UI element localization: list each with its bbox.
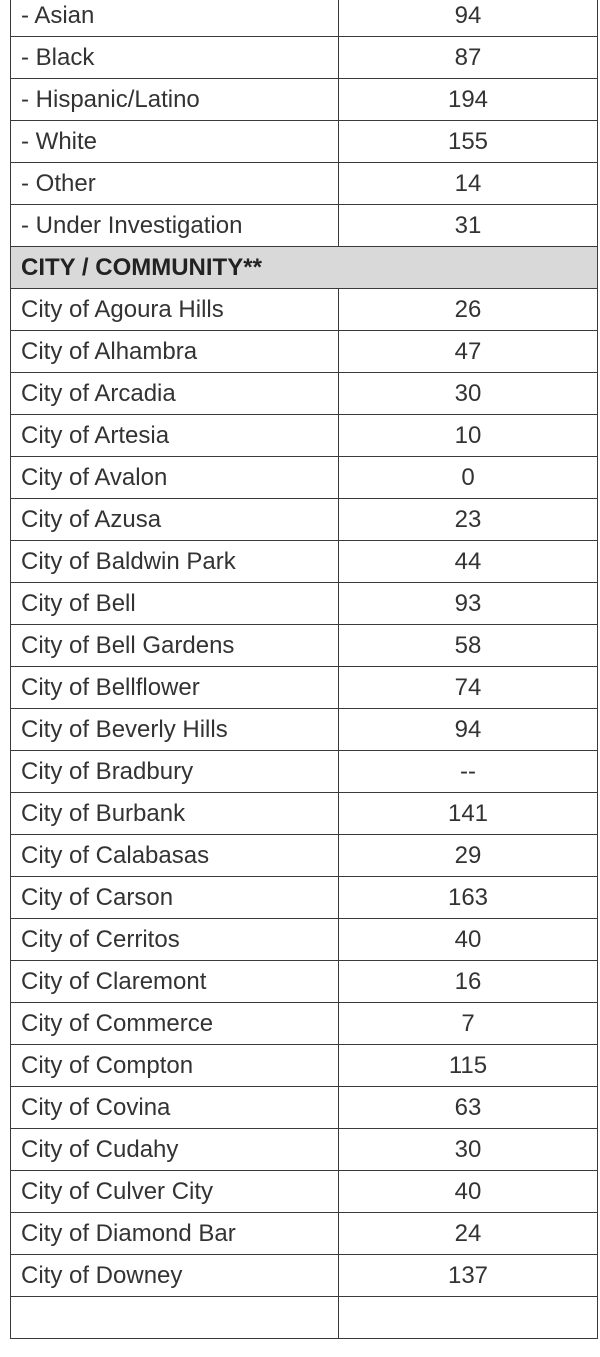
city-name: City of Arcadia <box>11 373 339 415</box>
case-count: 44 <box>339 541 598 583</box>
case-count: 163 <box>339 877 598 919</box>
city-name: City of Bellflower <box>11 667 339 709</box>
table-body <box>11 0 598 1339</box>
case-count: 40 <box>339 1171 598 1213</box>
case-count: 30 <box>339 1129 598 1171</box>
city-row <box>11 457 598 499</box>
city-row <box>11 541 598 583</box>
race-row <box>11 163 598 205</box>
race-row <box>11 37 598 79</box>
race-label: - Asian <box>11 0 339 37</box>
city-name: City of Bradbury <box>11 751 339 793</box>
case-count: -- <box>339 751 598 793</box>
case-count: 10 <box>339 415 598 457</box>
city-row <box>11 919 598 961</box>
city-name: City of Culver City <box>11 1171 339 1213</box>
city-row <box>11 877 598 919</box>
case-count: 31 <box>339 205 598 247</box>
case-count: 0 <box>339 457 598 499</box>
city-name <box>11 1297 339 1339</box>
case-count: 14 <box>339 163 598 205</box>
city-name: City of Cudahy <box>11 1129 339 1171</box>
city-name: City of Calabasas <box>11 835 339 877</box>
city-name: City of Compton <box>11 1045 339 1087</box>
city-name: City of Beverly Hills <box>11 709 339 751</box>
race-row <box>11 79 598 121</box>
city-row <box>11 415 598 457</box>
city-name: City of Downey <box>11 1255 339 1297</box>
city-name: City of Carson <box>11 877 339 919</box>
city-row <box>11 331 598 373</box>
city-name: City of Artesia <box>11 415 339 457</box>
city-name: City of Commerce <box>11 1003 339 1045</box>
city-row <box>11 793 598 835</box>
case-count: 47 <box>339 331 598 373</box>
case-count <box>339 1297 598 1339</box>
city-name: City of Azusa <box>11 499 339 541</box>
case-count: 155 <box>339 121 598 163</box>
case-count: 26 <box>339 289 598 331</box>
case-count: 93 <box>339 583 598 625</box>
city-row <box>11 1045 598 1087</box>
race-label: - Black <box>11 37 339 79</box>
city-name: City of Bell Gardens <box>11 625 339 667</box>
case-count: 16 <box>339 961 598 1003</box>
city-name: City of Baldwin Park <box>11 541 339 583</box>
city-name: City of Bell <box>11 583 339 625</box>
city-name: City of Burbank <box>11 793 339 835</box>
race-row <box>11 205 598 247</box>
case-count: 74 <box>339 667 598 709</box>
city-row <box>11 1297 598 1339</box>
case-count: 63 <box>339 1087 598 1129</box>
race-label: - White <box>11 121 339 163</box>
case-count: 7 <box>339 1003 598 1045</box>
city-row <box>11 751 598 793</box>
case-count: 30 <box>339 373 598 415</box>
case-count: 94 <box>339 709 598 751</box>
case-count: 194 <box>339 79 598 121</box>
city-name: City of Claremont <box>11 961 339 1003</box>
city-name: City of Cerritos <box>11 919 339 961</box>
city-row <box>11 961 598 1003</box>
city-row <box>11 583 598 625</box>
city-row <box>11 1213 598 1255</box>
city-row <box>11 835 598 877</box>
case-count: 23 <box>339 499 598 541</box>
city-name: City of Diamond Bar <box>11 1213 339 1255</box>
city-name: City of Agoura Hills <box>11 289 339 331</box>
city-row <box>11 667 598 709</box>
section-header: CITY / COMMUNITY** <box>11 247 598 289</box>
city-row <box>11 289 598 331</box>
section-header-row <box>11 247 598 289</box>
city-row <box>11 499 598 541</box>
case-count: 58 <box>339 625 598 667</box>
case-count-table <box>10 0 598 1339</box>
case-count-table-container <box>10 0 597 1339</box>
case-count: 29 <box>339 835 598 877</box>
case-count: 141 <box>339 793 598 835</box>
race-label: - Under Investigation <box>11 205 339 247</box>
city-row <box>11 1171 598 1213</box>
case-count: 94 <box>339 0 598 37</box>
race-row <box>11 121 598 163</box>
city-row <box>11 1255 598 1297</box>
city-row <box>11 1087 598 1129</box>
city-name: City of Alhambra <box>11 331 339 373</box>
case-count: 137 <box>339 1255 598 1297</box>
city-row <box>11 1129 598 1171</box>
city-name: City of Avalon <box>11 457 339 499</box>
case-count: 40 <box>339 919 598 961</box>
race-label: - Hispanic/Latino <box>11 79 339 121</box>
case-count: 24 <box>339 1213 598 1255</box>
case-count: 87 <box>339 37 598 79</box>
city-row <box>11 1003 598 1045</box>
city-row <box>11 709 598 751</box>
city-name: City of Covina <box>11 1087 339 1129</box>
city-row <box>11 625 598 667</box>
race-label: - Other <box>11 163 339 205</box>
case-count: 115 <box>339 1045 598 1087</box>
race-row <box>11 0 598 37</box>
city-row <box>11 373 598 415</box>
